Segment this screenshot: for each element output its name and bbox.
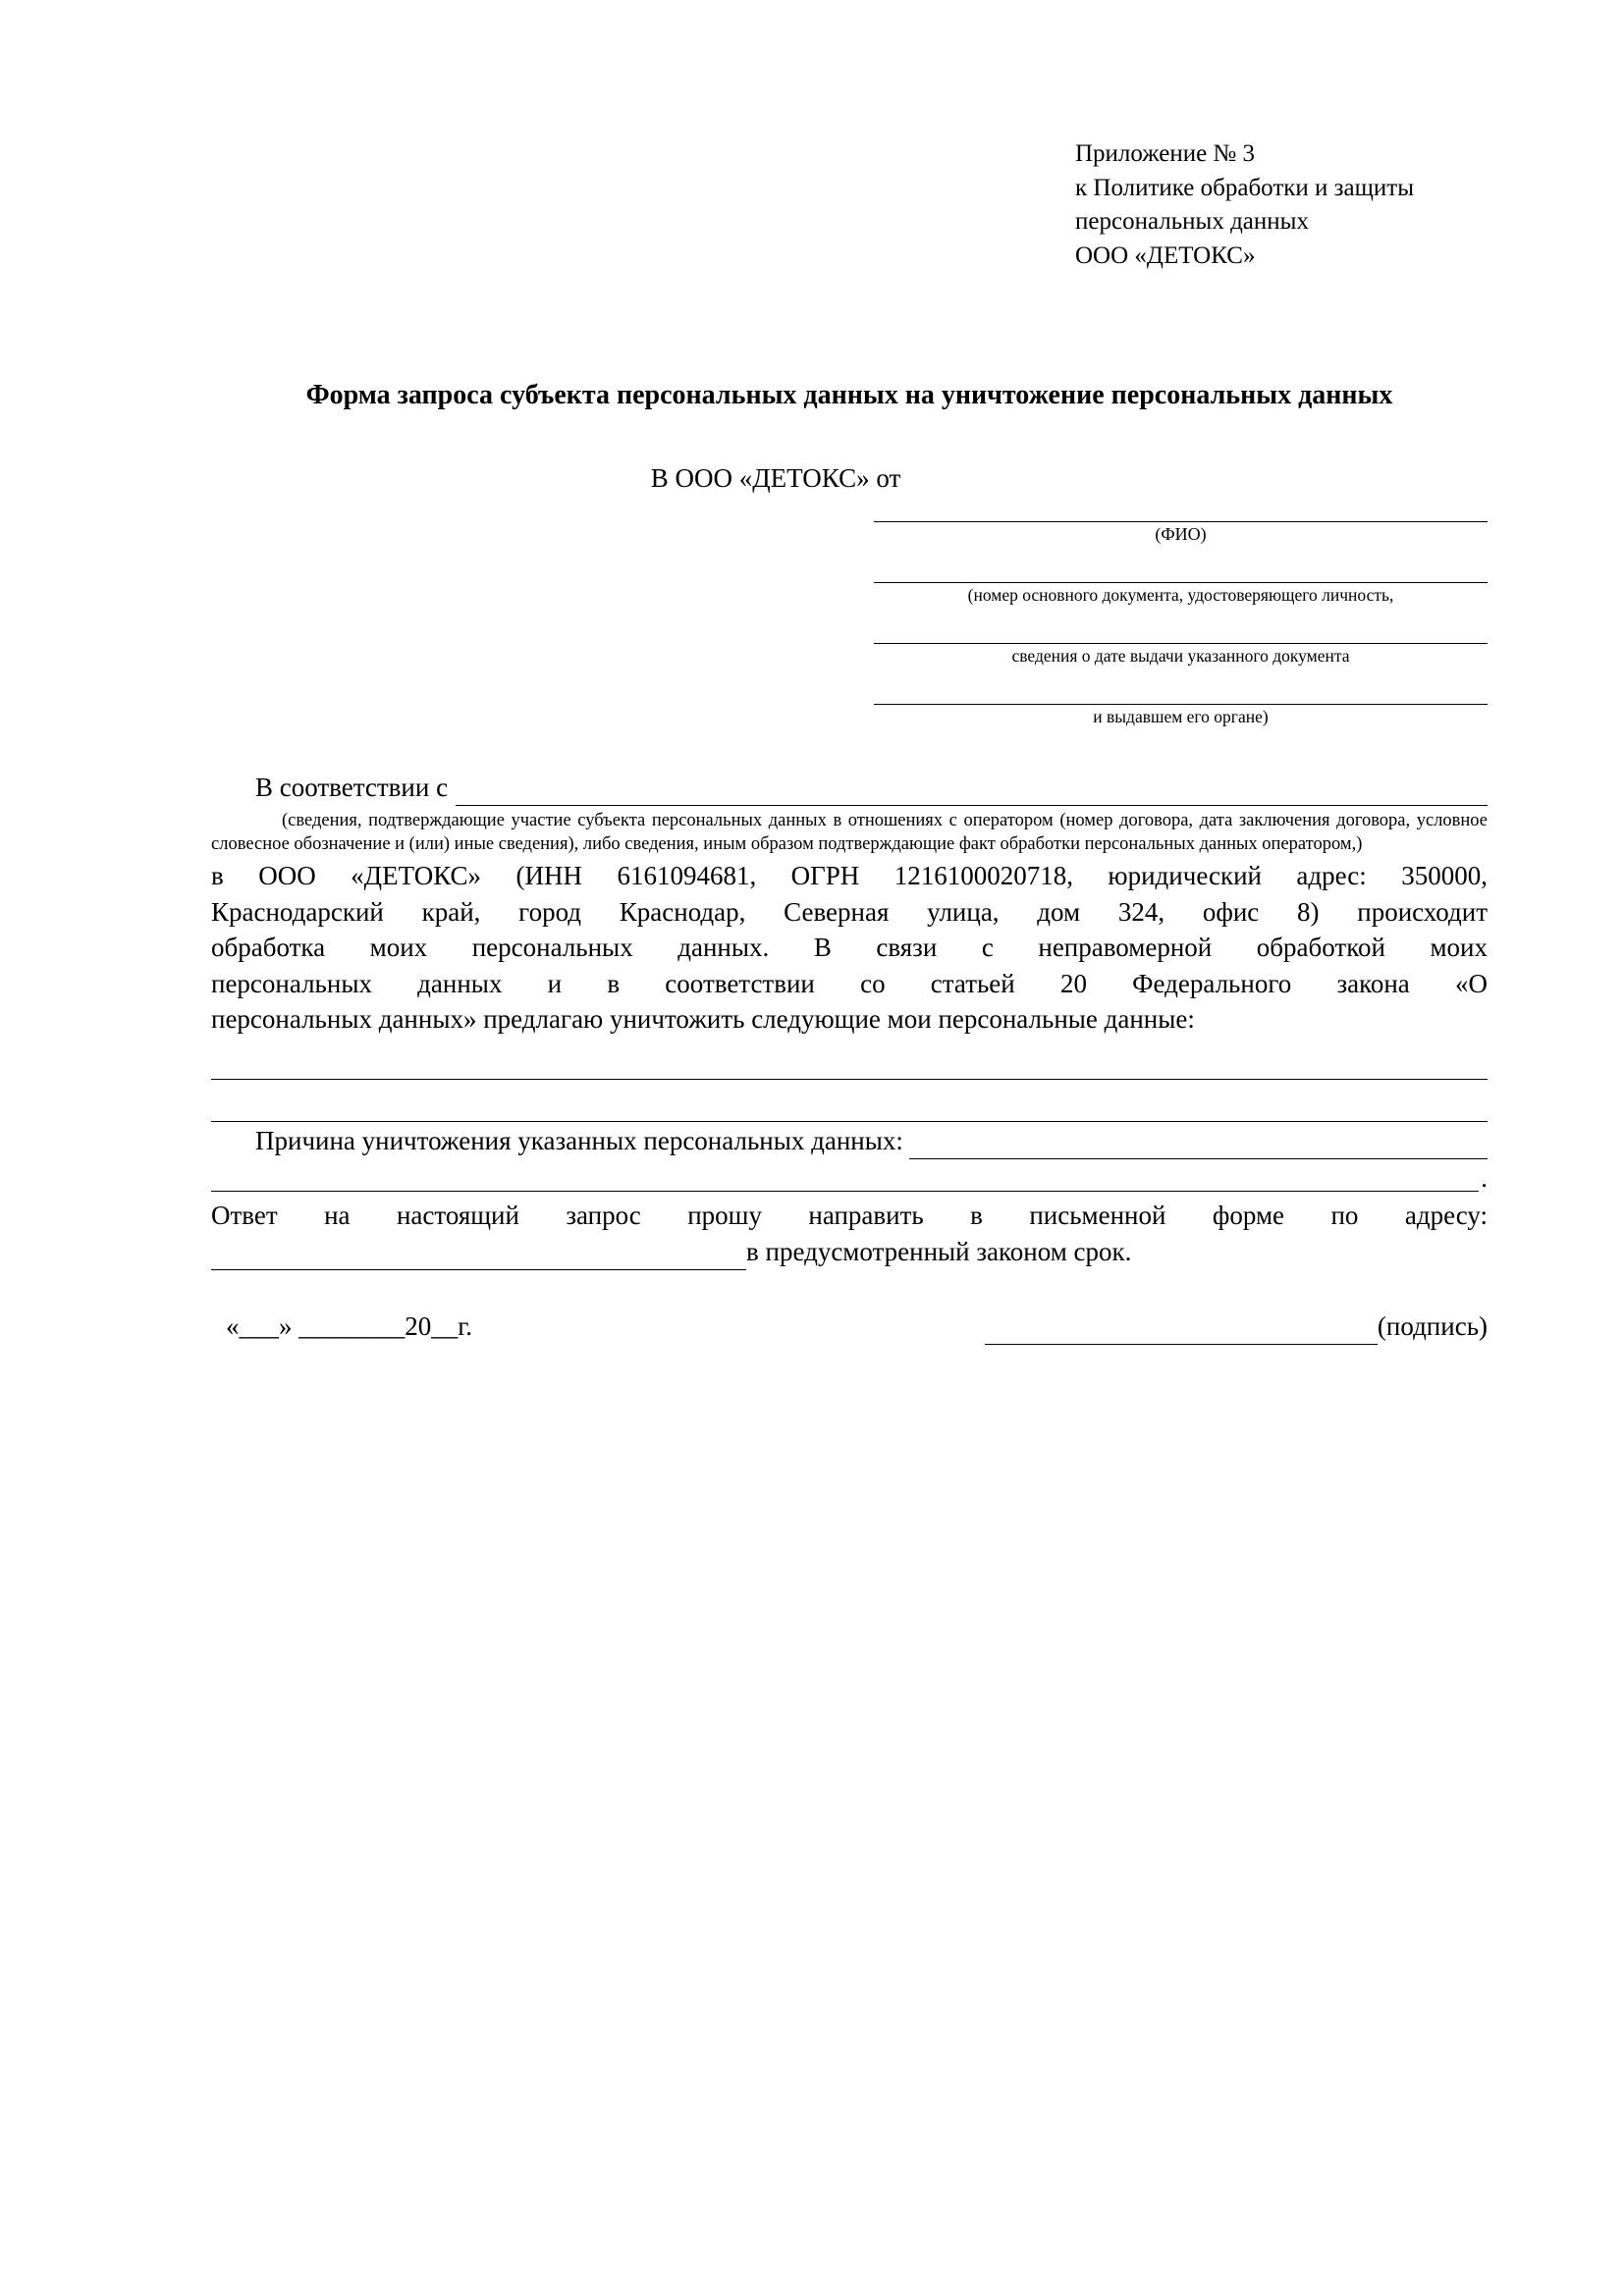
main-paragraph [211,858,1488,1037]
data-to-destroy-input-2[interactable] [211,1086,1488,1122]
document-issuer-input[interactable] [874,676,1488,705]
document-date-input[interactable] [874,615,1488,644]
answer-address-input[interactable] [211,1244,746,1270]
signature-input[interactable] [985,1318,1378,1345]
appendix-header [1075,137,1586,273]
document-number-caption: (номер основного документа, удостоверяющего личность, [967,585,1394,606]
reason-input-2[interactable] [211,1163,1479,1192]
document-issuer-field-group [874,676,1488,727]
appendix-line-4: ООО «ДЕТОКС» [1075,241,1256,269]
reason-end-dot: . [1481,1162,1488,1193]
note-text: (сведения, подтверждающие участие субъекта персональных данных в отношениях с оператором (номер договора, дата заключения договора, условное словесное обозначение и (или) иные сведения), либо сведения, иным образом подтверждающие факт обработки персональных данных оператором,) [211,811,1488,854]
main-paragraph-line-4: персональных данных и в соответствии со статьей 20 Федерального закона «О [211,968,1488,998]
answer-tail-text: в предусмотренный законом срок. [746,1236,1132,1266]
appendix-line-1: Приложение № 3 [1075,140,1256,167]
answer-paragraph: Ответ на настоящий запрос прошу направить в письменной форме по адресу: [211,1200,1488,1230]
spacer [211,606,1488,615]
signature-row [211,1309,1488,1345]
document-number-field-group [874,555,1488,606]
reason-line-2 [211,1163,1488,1192]
document-date-caption: сведения о дате выдачи указанного документа [1011,646,1350,667]
document-number-input[interactable] [874,555,1488,583]
spacer [211,667,1488,676]
fio-caption: (ФИО) [1155,523,1207,544]
document-content [211,137,1488,1345]
in-accordance-note [211,810,1488,856]
addressee-line: В ООО «ДЕТОКС» от [650,462,901,493]
document-date-field-group [874,615,1488,667]
fio-field-group [874,494,1488,546]
appendix-line-2: к Политике обработки и защиты [1075,174,1415,201]
fio-input[interactable] [874,494,1488,522]
signature-label: (подпись) [1377,1310,1488,1341]
in-accordance-label: В соответствии с [255,773,449,803]
spacer [211,545,1488,555]
reason-label: Причина уничтожения указанных персональных данных: [255,1125,903,1155]
answer-address-line [211,1235,1488,1270]
document-issuer-caption: и выдавшем его органе) [1093,707,1269,727]
main-paragraph-line-3: обработка моих персональных данных. В связи с неправомерной обработкой моих [211,933,1488,963]
appendix-line-3: персональных данных [1075,208,1309,235]
main-paragraph-line-5: персональных данных» предлагаю уничтожить следующие мои персональные данные: [211,1004,1195,1035]
reason-line [211,1124,1488,1159]
reason-input-1[interactable] [909,1133,1488,1159]
page-title: Форма запроса субъекта персональных данных на уничтожение персональных данных [305,380,1393,410]
main-paragraph-line-2: Краснодарский край, город Краснодар, Северная улица, дом 324, офис 8) происходит [211,896,1488,927]
in-accordance-line [211,771,1488,806]
data-to-destroy-input-1[interactable] [211,1043,1488,1080]
main-paragraph-line-1: в ООО «ДЕТОКС» (ИНН 6161094681, ОГРН 1216100020718, юридический адрес: 350000, [211,861,1488,891]
in-accordance-input[interactable] [456,780,1488,806]
date-field[interactable]: «___» ________20__г. [226,1310,473,1341]
body-section [211,771,1488,1345]
